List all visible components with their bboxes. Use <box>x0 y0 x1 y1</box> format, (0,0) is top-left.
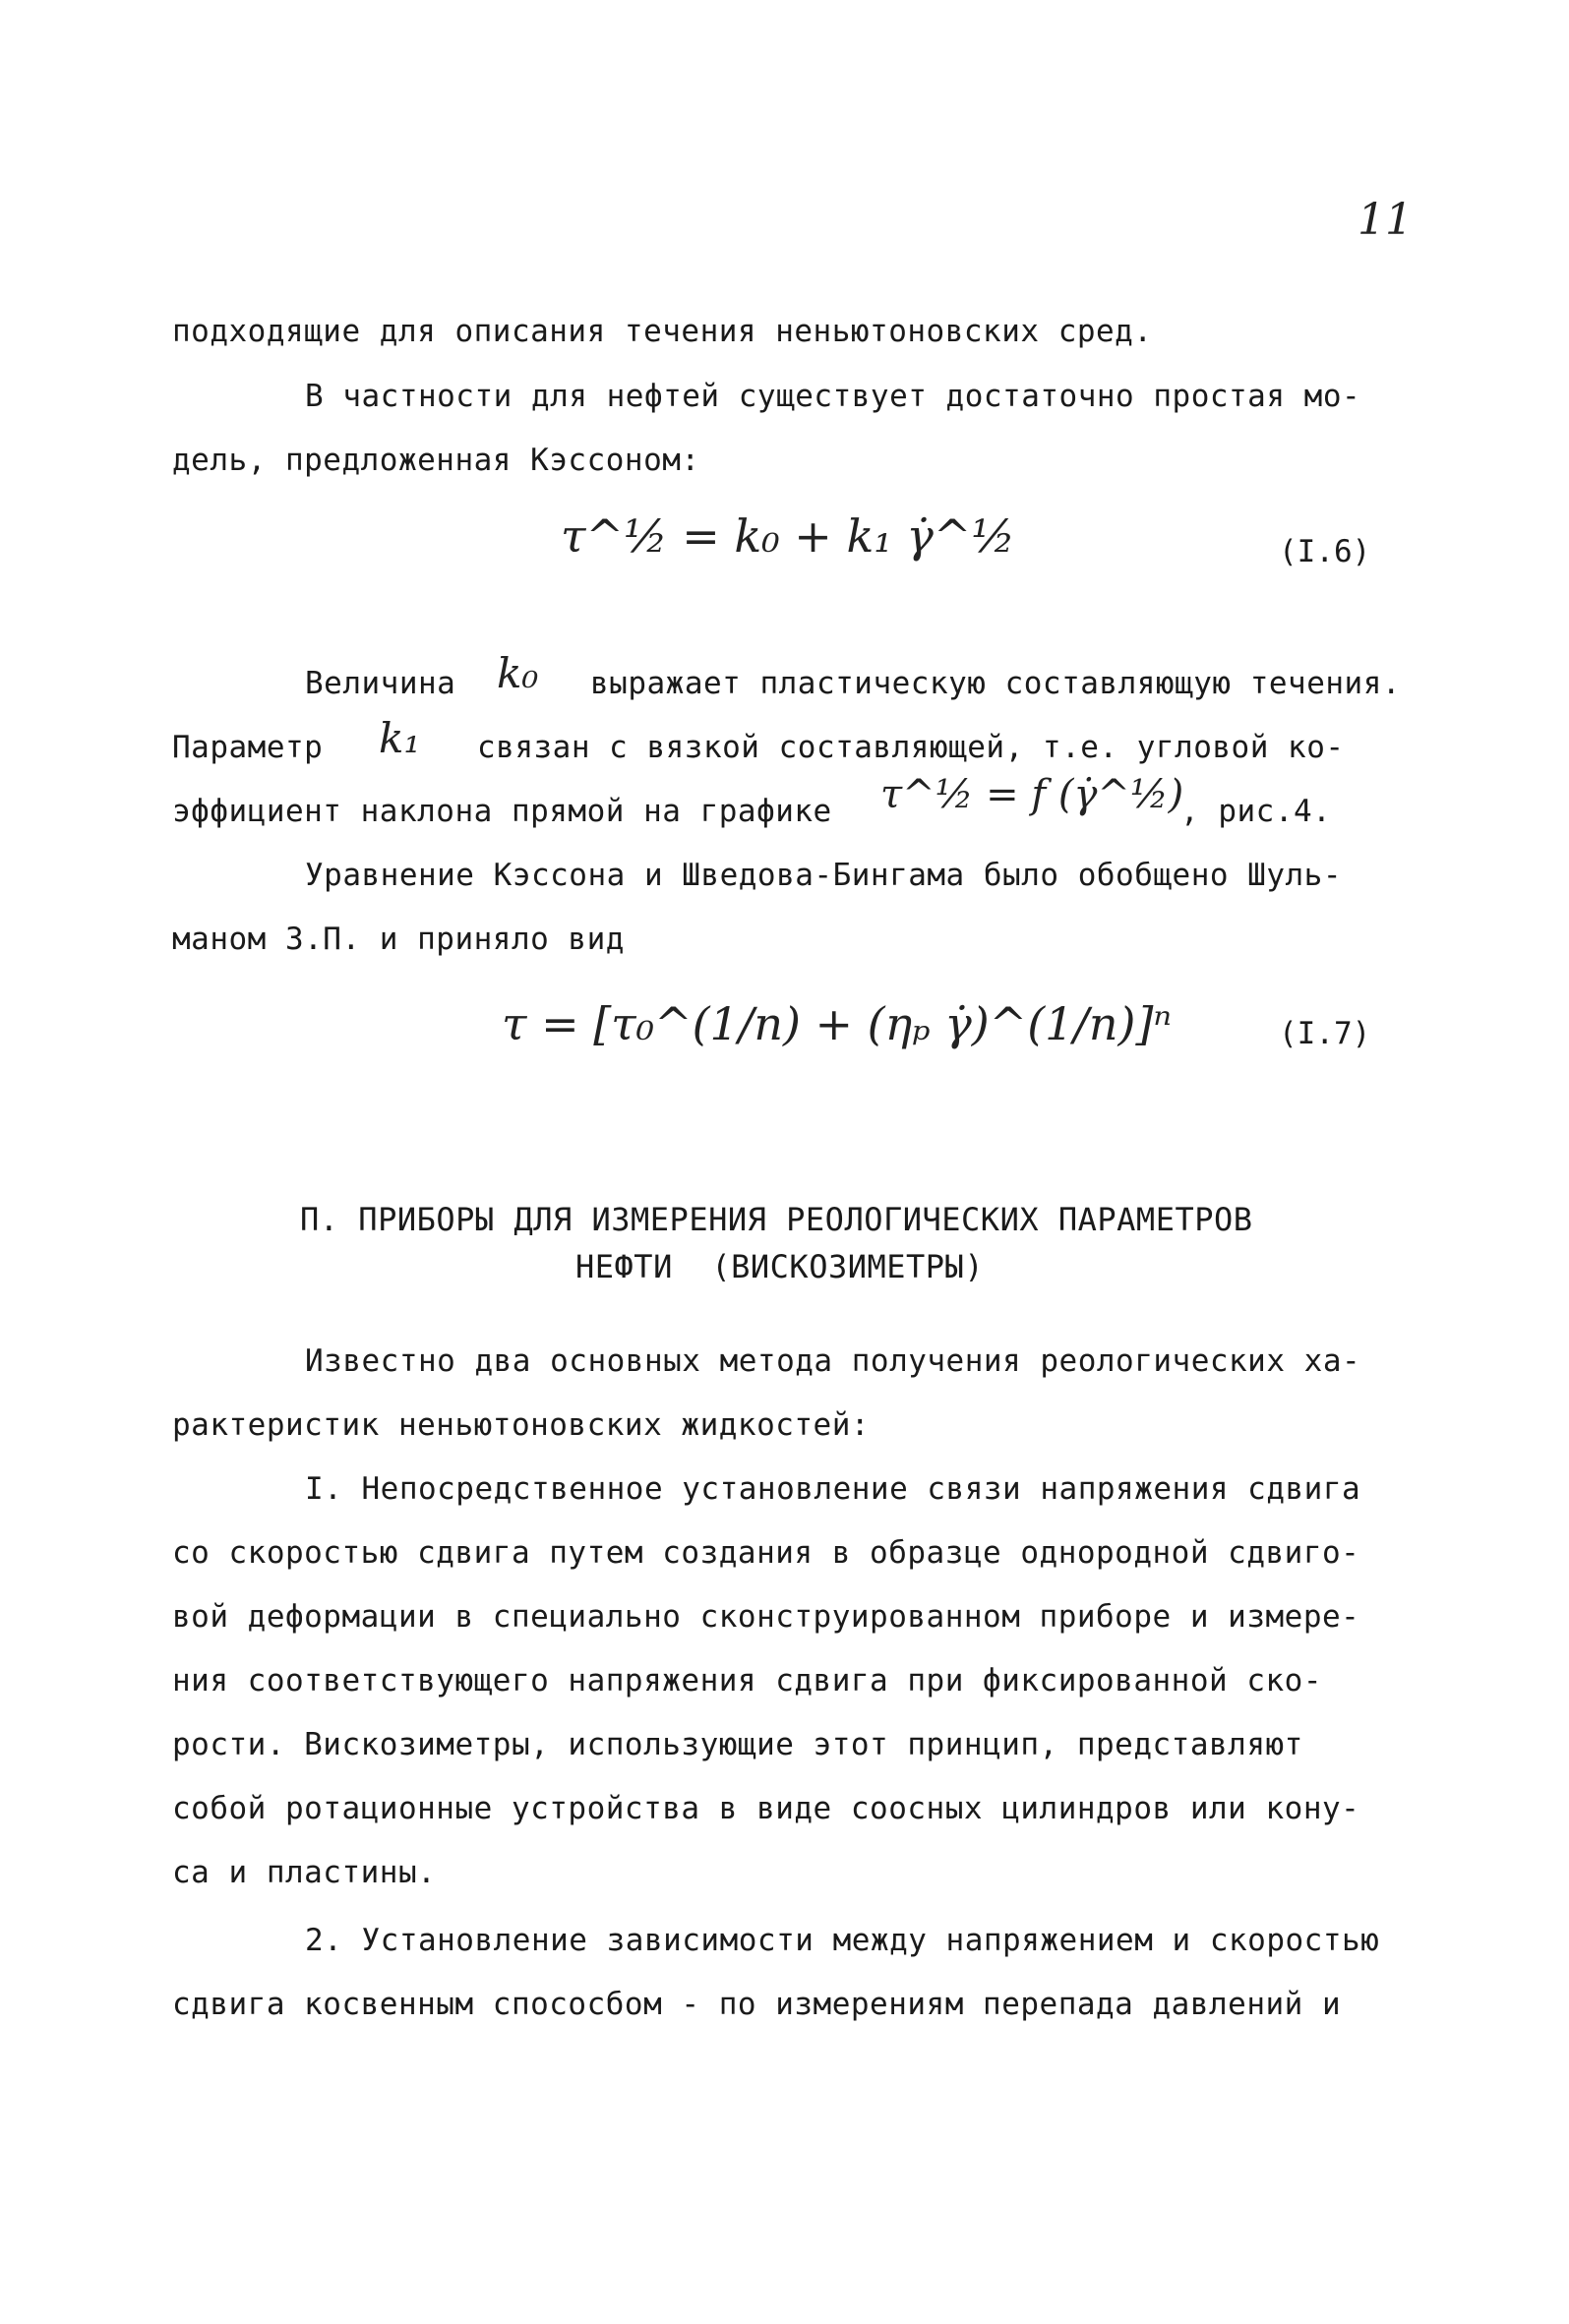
text-line: рактеристик неньютоновских жидкостей: <box>172 1407 871 1443</box>
text-line: Уравнение Кэссона и Шведова-Бингама было обобщено Шуль- <box>305 858 1342 893</box>
text-line: I. Непосредственное установление связи напряжения сдвига <box>305 1471 1361 1507</box>
text-line: , рис.4. <box>1180 794 1332 829</box>
text-line: Известно два основных метода получения реологических ха- <box>305 1343 1361 1379</box>
equation-number: (I.6) <box>1279 534 1371 569</box>
text-line: 2. Установление зависимости между напряжением и скоростью <box>305 1923 1380 1958</box>
section-heading: НЕФТИ (ВИСКОЗИМЕТРЫ) <box>575 1248 985 1285</box>
text-line: са и пластины. <box>172 1855 437 1890</box>
text-line: рости. Вискозиметры, использующие этот принцип, представляют <box>172 1727 1303 1762</box>
text-line: маном З.П. и приняло вид <box>172 922 625 957</box>
symbol-k1: k₁ <box>379 714 421 762</box>
equation-1-7: τ = [τ₀^(1/n) + (ηₚ γ̇)^(1/n)]ⁿ <box>502 997 1173 1050</box>
text-line: вой деформации в специально сконструированном приборе и измере- <box>172 1599 1360 1635</box>
text-line: ния соответствующего напряжения сдвига при фиксированной ско- <box>172 1663 1322 1698</box>
text-line: эффициент наклона прямой на графике <box>172 794 832 829</box>
text-line: Параметр <box>172 730 324 765</box>
text-line: подходящие для описания течения неньютоновских сред. <box>172 314 1153 349</box>
text-line: Величина <box>305 666 456 701</box>
text-line: сдвига косвенным спососбом - по измерениям перепада давлений и <box>172 1987 1342 2022</box>
equation-1-6: τ^½ = k₀ + k₁ γ̇^½ <box>561 509 1016 563</box>
page-number: 11 <box>1358 195 1413 245</box>
text-line: собой ротационные устройства в виде соосных цилиндров или кону- <box>172 1791 1360 1826</box>
graph-equation: τ^½ = f (γ̇^½) <box>880 772 1184 817</box>
equation-number: (I.7) <box>1279 1016 1371 1051</box>
text-line: со скоростью сдвига путем создания в образце однородной сдвиго- <box>172 1535 1360 1571</box>
text-line: дель, предложенная Кэссоном: <box>172 443 700 478</box>
section-heading: П. ПРИБОРЫ ДЛЯ ИЗМЕРЕНИЯ РЕОЛОГИЧЕСКИХ ПАРАМЕТРОВ <box>300 1201 1253 1238</box>
text-line: связан с вязкой составляющей, т.е. угловой ко- <box>477 730 1345 765</box>
symbol-k0: k₀ <box>497 649 539 697</box>
text-line: В частности для нефтей существует достаточно простая мо- <box>305 379 1361 414</box>
text-line: выражает пластическую составляющую течения. <box>590 666 1402 701</box>
